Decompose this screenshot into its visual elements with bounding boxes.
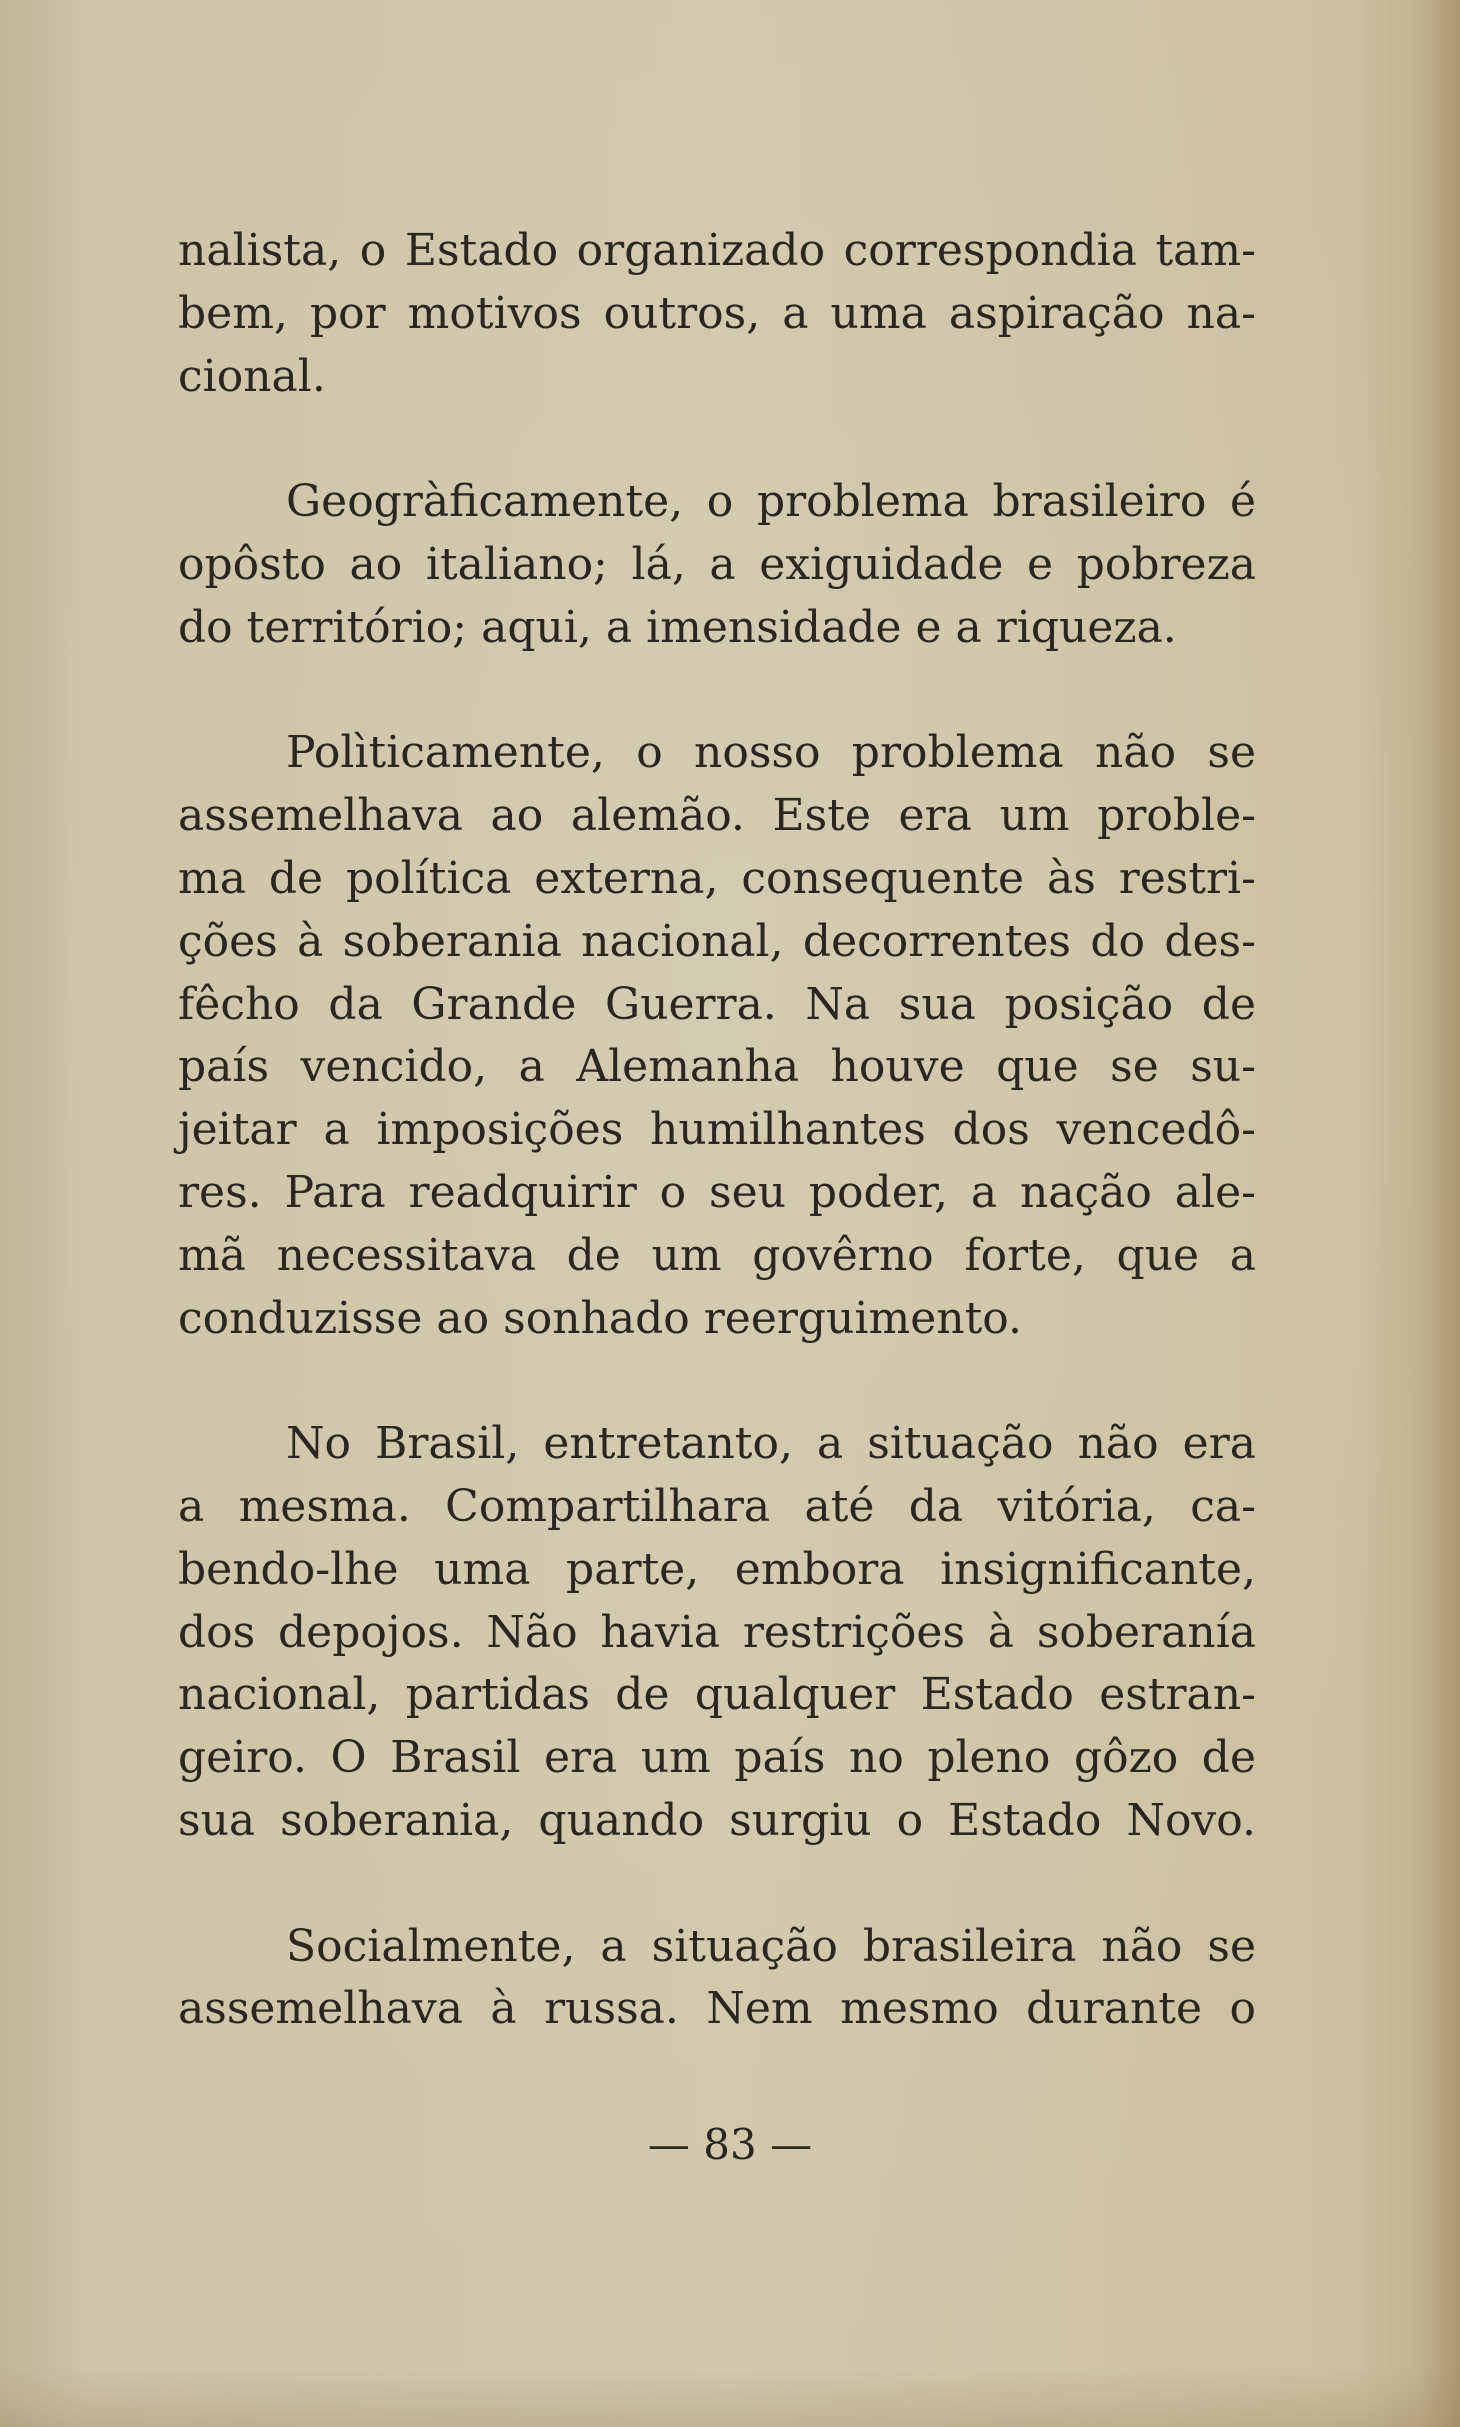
paragraph — [178, 220, 1256, 408]
text-line: nacional, partidas de qualquer Estado estran- — [178, 1669, 1256, 1721]
text-line: res. Para readquirir o seu poder, a nação ale- — [178, 1166, 1256, 1218]
text-line: Polìticamente, o nosso problema não se — [286, 727, 1256, 779]
text-line: Geogràficamente, o problema brasileiro é — [286, 476, 1256, 528]
page-edge-shadow-right — [1420, 0, 1460, 2427]
text-line: a mesma. Compartilhara até da vitória, ca- — [178, 1480, 1256, 1532]
text-line: assemelhava ao alemão. Este era um proble- — [178, 790, 1256, 842]
paragraph-gap — [178, 660, 1256, 723]
text-line: Socialmente, a situação brasileira não se — [286, 1920, 1256, 1972]
text-line: geiro. O Brasil era um país no pleno gôzo de — [178, 1732, 1256, 1784]
text-line: conduzisse ao sonhado reerguimento. — [178, 1292, 1022, 1344]
text-line: No Brasil, entretanto, a situação não era — [286, 1418, 1256, 1470]
text-line: cional. — [178, 350, 326, 402]
paragraph-gap — [178, 408, 1256, 471]
paragraph-gap — [178, 1350, 1256, 1413]
text-line: ma de política externa, consequente às restri- — [178, 852, 1256, 904]
text-line: opôsto ao italiano; lá, a exiguidade e pobreza — [178, 538, 1256, 590]
text-line: ções à soberania nacional, decorrentes do des- — [178, 915, 1256, 967]
page-edge-shadow-bottom — [0, 2367, 1460, 2427]
paragraph — [178, 722, 1256, 1350]
text-line: bem, por motivos outros, a uma aspiração na- — [178, 287, 1256, 339]
body-text — [178, 220, 1256, 2041]
text-line: do território; aqui, a imensidade e a riqueza. — [178, 601, 1177, 653]
text-line: fêcho da Grande Guerra. Na sua posição de — [178, 978, 1256, 1030]
paragraph — [178, 471, 1256, 659]
text-line: sua soberania, quando surgiu o Estado Novo. — [178, 1794, 1256, 1846]
page-number: — 83 — — [647, 2120, 813, 2169]
text-line: assemelhava à russa. Nem mesmo durante o — [178, 1983, 1256, 2035]
text-line: nalista, o Estado organizado correspondia tam- — [178, 225, 1256, 276]
text-line: jeitar a imposições humilhantes dos vencedô- — [178, 1104, 1256, 1156]
paragraph — [178, 1916, 1256, 2042]
paragraph — [178, 1413, 1256, 1853]
text-line: mã necessitava de um govêrno forte, que a — [178, 1229, 1256, 1281]
text-line: dos depojos. Não havia restrições à soberanía — [178, 1606, 1256, 1658]
paragraph-gap — [178, 1853, 1256, 1916]
text-line: bendo-lhe uma parte, embora insignificante, — [178, 1543, 1256, 1595]
text-line: país vencido, a Alemanha houve que se su- — [178, 1041, 1256, 1093]
